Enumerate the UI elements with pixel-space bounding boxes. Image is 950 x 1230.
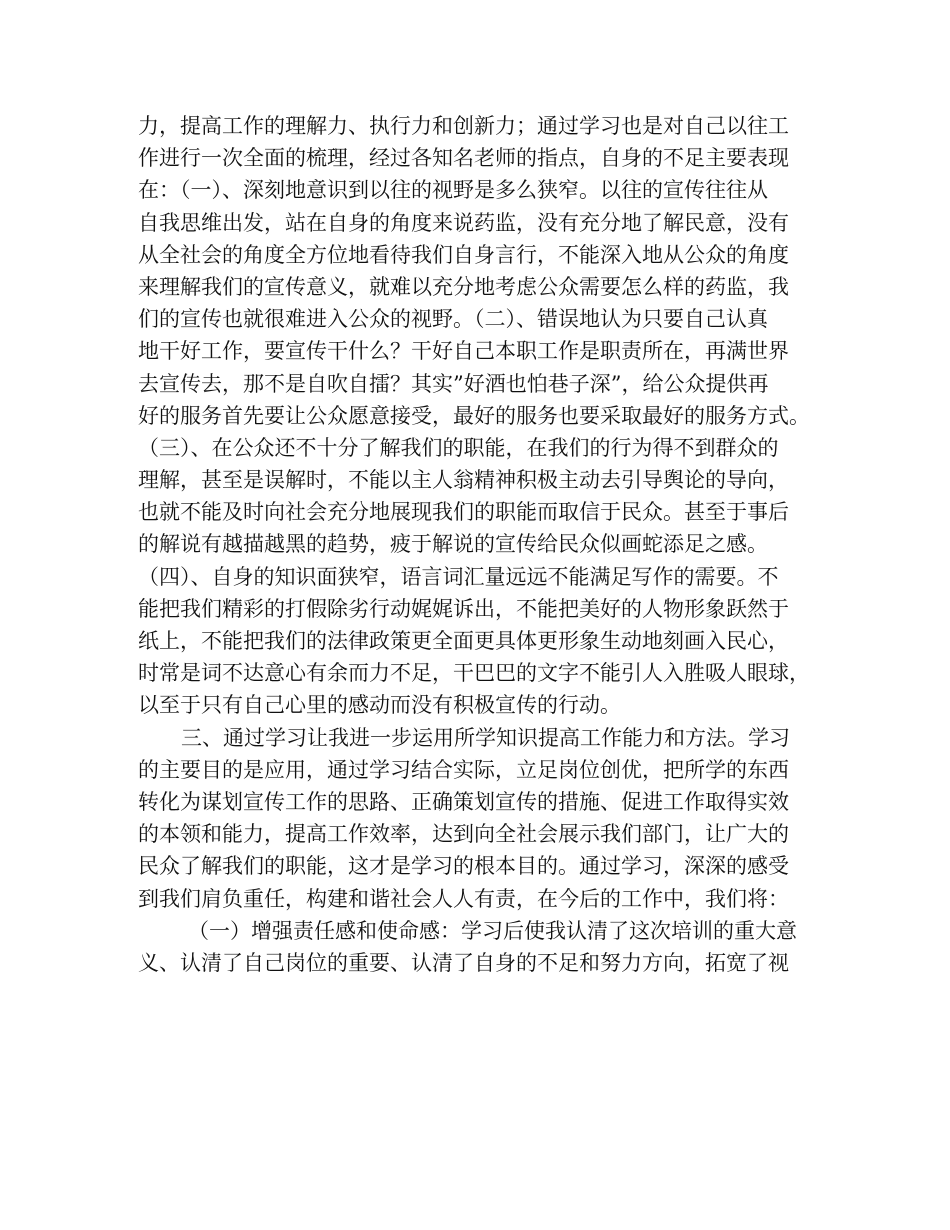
text-line: 们的宣传也就很难进入公众的视野。（二）、错误地认为只要自己认真 <box>138 307 768 332</box>
text-line: （四）、自身的知识面狭窄，语言词汇量远远不能满足写作的需要。不 <box>138 564 779 589</box>
text-line: 以至于只有自己心里的感动而没有积极宣传的行动。 <box>138 693 621 718</box>
text-line: 从全社会的角度全方位地看待我们自身言行，不能深入地从公众的角度 <box>138 242 789 267</box>
text-line: 地干好工作，要宣传干什么？干好自己本职工作是职责所在，再满世界 <box>138 339 789 364</box>
text-line: 来理解我们的宣传意义，就难以充分地考虑公众需要怎么样的药监，我 <box>138 274 789 299</box>
text-line: 民众了解我们的职能，这才是学习的根本目的。通过学习，深深的感受 <box>138 854 789 879</box>
text-line: 好的服务首先要让公众愿意接受，最好的服务也要采取最好的服务方式。 <box>138 403 810 428</box>
subsection-heading-line: （一）增强责任感和使命感：学习后使我认清了这次培训的重大意 <box>188 918 797 943</box>
text-line: 到我们肩负重任，构建和谐社会人人有责，在今后的工作中，我们将： <box>138 886 789 911</box>
text-line: 力，提高工作的理解力、执行力和创新力；通过学习也是对自己以往工 <box>138 114 789 138</box>
text-line: 的主要目的是应用，通过学习结合实际，立足岗位创优，把所学的东西 <box>138 757 789 782</box>
text-line: 的解说有越描越黑的趋势，疲于解说的宣传给民众似画蛇添足之感。 <box>138 532 768 557</box>
text-line: 去宣传去，那不是自吹自擂？其实”好酒也怕巷子深”，给公众提供再 <box>138 371 769 396</box>
text-line: 时常是词不达意心有余而力不足，干巴巴的文字不能引人入胜吸人眼球， <box>138 661 810 686</box>
text-line: 在：（一）、深刻地意识到以往的视野是多么狭窄。以往的宣传往往从 <box>138 178 768 203</box>
text-line: 自我思维出发，站在自身的角度来说药监，没有充分地了解民意，没有 <box>138 210 789 235</box>
text-line: 转化为谋划宣传工作的思路、正确策划宣传的措施、促进工作取得实效 <box>138 789 789 814</box>
text-line: 的本领和能力，提高工作效率，达到向全社会展示我们部门，让广大的 <box>138 822 789 847</box>
text-line: 作进行一次全面的梳理，经过各知名老师的指点，自身的不足主要表现 <box>138 146 789 171</box>
text-line: （三）、在公众还不十分了解我们的职能，在我们的行为得不到群众的 <box>138 435 779 460</box>
text-line: 也就不能及时向社会充分地展现我们的职能而取信于民众。甚至于事后 <box>138 500 789 525</box>
text-line: 纸上，不能把我们的法律政策更全面更具体更形象生动地刻画入民心， <box>138 629 789 653</box>
text-line: 理解，甚至是误解时，不能以主人翁精神积极主动去引导舆论的导向， <box>138 468 789 493</box>
section-heading-line: 三、通过学习让我进一步运用所学知识提高工作能力和方法。学习 <box>181 725 790 750</box>
document-body <box>138 110 818 979</box>
text-line: 能把我们精彩的打假除劣行动娓娓诉出，不能把美好的人物形象跃然于 <box>138 596 789 621</box>
text-line: 义、认清了自己岗位的重要、认清了自身的不足和努力方向，拓宽了视 <box>138 950 789 975</box>
